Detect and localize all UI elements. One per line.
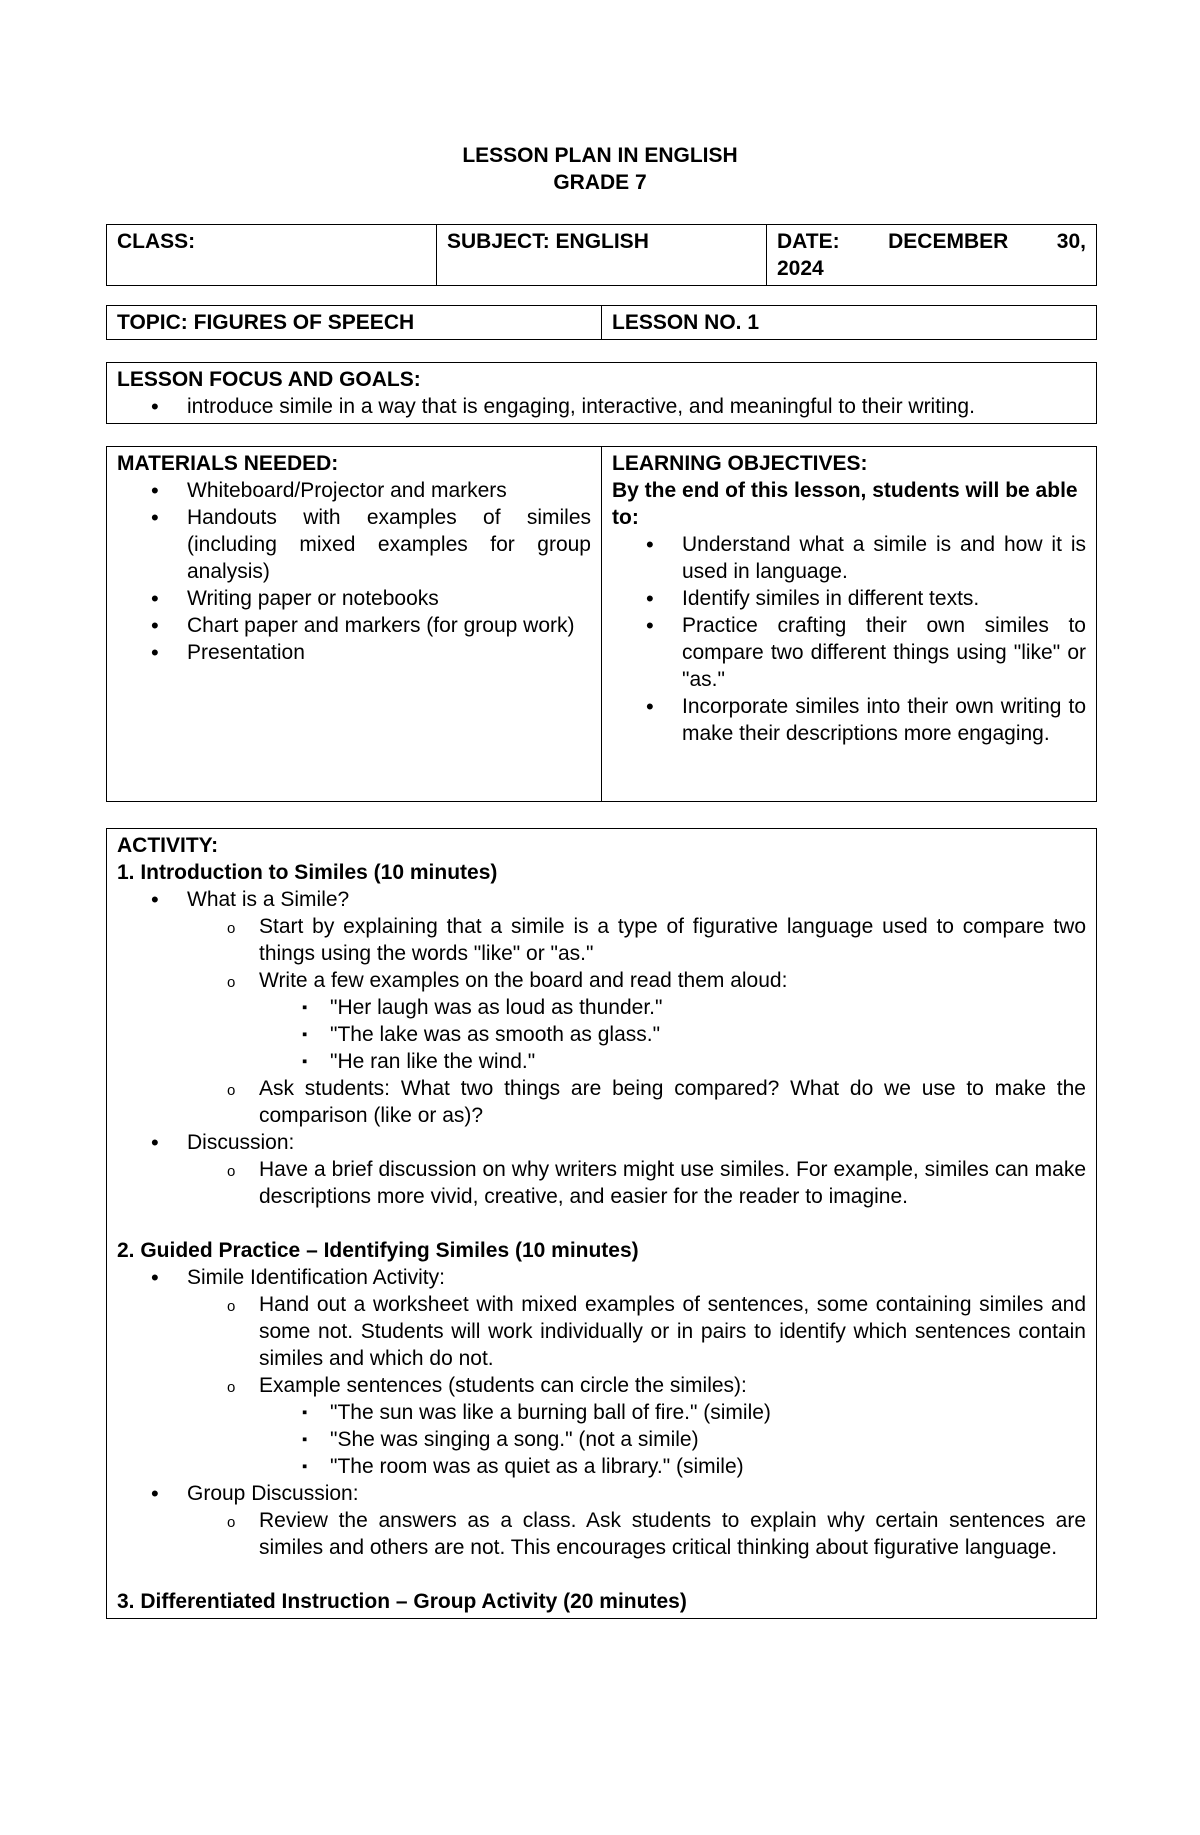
materials-item: • Writing paper or notebooks xyxy=(117,585,591,612)
title-line-2: GRADE 7 xyxy=(553,171,647,194)
materials-item: • Chart paper and markers (for group work) xyxy=(117,612,591,639)
spacer xyxy=(117,1561,1086,1588)
section-2-subitem: o Example sentences (students can circle the similes): xyxy=(117,1372,1086,1399)
example-item: ▪ "The room was as quiet as a library." (simile) xyxy=(117,1453,1086,1480)
lesson-no-cell: LESSON NO. 1 xyxy=(602,306,1097,340)
date-month: DECEMBER xyxy=(888,230,1009,253)
objectives-item: • Incorporate similes into their own writing to make their descriptions more engaging. xyxy=(612,693,1086,747)
section-1-subitem: o Have a brief discussion on why writers might use similes. For example, similes can make descriptions more vivid, creative, and easier for the reader to imagine. xyxy=(117,1156,1086,1210)
objectives-cell xyxy=(602,447,1097,802)
section-1-bullet: • Discussion: xyxy=(117,1129,1086,1156)
title-line-1: LESSON PLAN IN ENGLISH xyxy=(462,144,738,167)
activity-cell xyxy=(107,829,1097,1619)
focus-item: • introduce simile in a way that is engaging, interactive, and meaningful to their writing. xyxy=(117,393,1086,420)
section-2-bullet: • Group Discussion: xyxy=(117,1480,1086,1507)
section-1-subitem: o Start by explaining that a simile is a type of figurative language used to compare two things using the words "like" or "as." xyxy=(117,913,1086,967)
activity-table xyxy=(106,828,1097,1619)
section-2-bullet: • Simile Identification Activity: xyxy=(117,1264,1086,1291)
date-cell xyxy=(767,225,1097,286)
materials-list xyxy=(117,477,591,666)
materials-objectives-table xyxy=(106,446,1097,802)
date-label: DATE: xyxy=(777,230,840,253)
objectives-intro: By the end of this lesson, students will be able to: xyxy=(612,479,1078,529)
section-1-subitem: o Write a few examples on the board and read them aloud: xyxy=(117,967,1086,994)
focus-table xyxy=(106,362,1097,424)
topic-table xyxy=(106,305,1097,340)
section-2-list xyxy=(117,1264,1086,1561)
section-1-bullet: • What is a Simile? xyxy=(117,886,1086,913)
info-table xyxy=(106,224,1097,286)
section-1-subitem: o Ask students: What two things are being compared? What do we use to make the comparison (like or as)? xyxy=(117,1075,1086,1129)
date-day: 30, xyxy=(1056,230,1086,253)
date-year: 2024 xyxy=(777,257,824,280)
document-title xyxy=(0,142,1200,196)
section-1-title: 1. Introduction to Similes (10 minutes) xyxy=(117,861,498,884)
example-item: ▪ "He ran like the wind." xyxy=(117,1048,1086,1075)
section-2-title: 2. Guided Practice – Identifying Similes (10 minutes) xyxy=(117,1239,639,1262)
objectives-heading: LEARNING OBJECTIVES: xyxy=(612,452,868,475)
objectives-item: • Understand what a simile is and how it is used in language. xyxy=(612,531,1086,585)
section-2-subitem: o Review the answers as a class. Ask students to explain why certain sentences are similes and others are not. This encourages critical thinking about figurative language. xyxy=(117,1507,1086,1561)
focus-list xyxy=(117,393,1086,420)
focus-cell xyxy=(107,363,1097,424)
example-item: ▪ "Her laugh was as loud as thunder." xyxy=(117,994,1086,1021)
example-item: ▪ "The sun was like a burning ball of fire." (simile) xyxy=(117,1399,1086,1426)
objectives-item: • Practice crafting their own similes to compare two different things using "like" or "as." xyxy=(612,612,1086,693)
date-line xyxy=(777,228,1086,255)
example-item: ▪ "The lake was as smooth as glass." xyxy=(117,1021,1086,1048)
subject-cell: SUBJECT: ENGLISH xyxy=(437,225,767,286)
example-item: ▪ "She was singing a song." (not a simile) xyxy=(117,1426,1086,1453)
materials-item: • Handouts with examples of similes (including mixed examples for group analysis) xyxy=(117,504,591,585)
objectives-item: • Identify similes in different texts. xyxy=(612,585,1086,612)
materials-item: • Presentation xyxy=(117,639,591,666)
section-1-list xyxy=(117,886,1086,1210)
materials-item: • Whiteboard/Projector and markers xyxy=(117,477,591,504)
class-cell: CLASS: xyxy=(107,225,437,286)
topic-cell: TOPIC: FIGURES OF SPEECH xyxy=(107,306,602,340)
materials-heading: MATERIALS NEEDED: xyxy=(117,452,339,475)
section-2-subitem: o Hand out a worksheet with mixed examples of sentences, some containing similes and some not. Students will work individually or in pairs to identify which sentences contain similes and which do not. xyxy=(117,1291,1086,1372)
spacer xyxy=(117,1210,1086,1237)
section-3-title: 3. Differentiated Instruction – Group Activity (20 minutes) xyxy=(117,1590,687,1613)
focus-heading: LESSON FOCUS AND GOALS: xyxy=(117,368,421,391)
materials-cell xyxy=(107,447,602,802)
objectives-list xyxy=(612,531,1086,747)
activity-heading: ACTIVITY: xyxy=(117,834,219,857)
